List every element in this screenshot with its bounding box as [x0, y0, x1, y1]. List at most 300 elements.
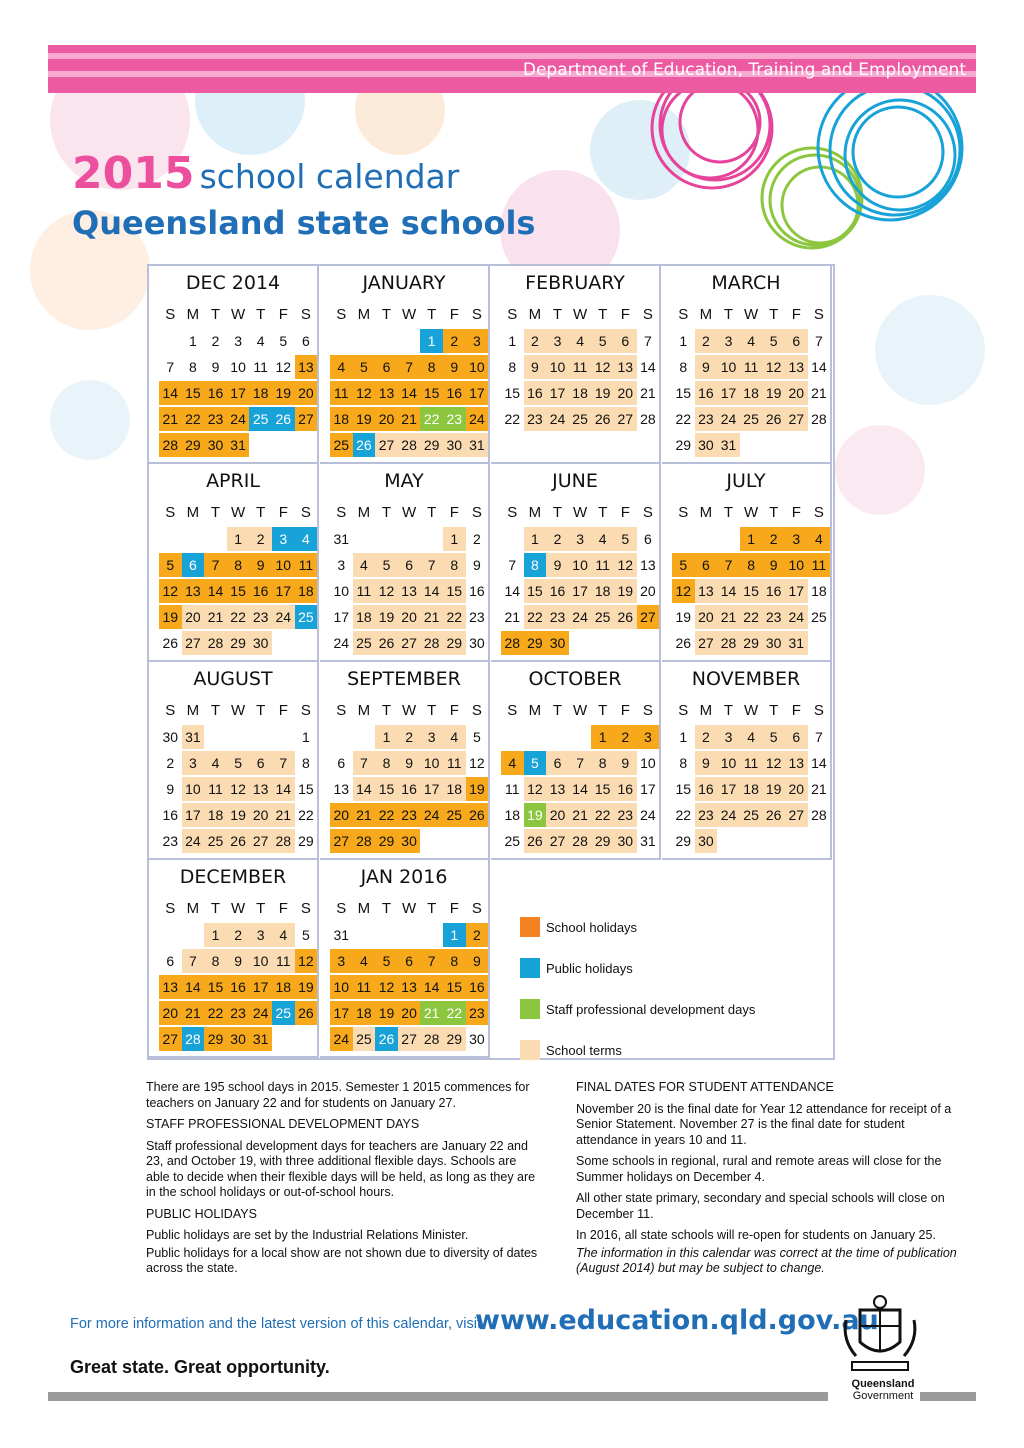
day-cell: 21 — [353, 803, 376, 827]
day-cell: 26 — [591, 407, 614, 431]
day-cell: 9 — [762, 553, 785, 577]
day-cell: 28 — [811, 807, 827, 823]
day-cell: 23 — [762, 605, 785, 629]
day-cell: 23 — [695, 803, 718, 827]
day-cell: 28 — [717, 631, 740, 655]
notes-left — [146, 1080, 541, 1283]
month-block — [320, 464, 490, 662]
day-cell: 11 — [740, 751, 763, 775]
day-cell: 14 — [159, 381, 182, 405]
day-cell: 25 — [353, 631, 376, 655]
day-cell: 17 — [249, 975, 272, 999]
staff-pd-note: Staff professional development days for teachers are January 22 and 23, and October 19, with three additional flexible days. Schools are able to decide when their flexible days will be held, as long as they are in the school holidays or out-of-school hours. — [146, 1138, 536, 1199]
weekday-header: S — [336, 504, 347, 521]
day-cell: 15 — [227, 579, 250, 603]
day-cell: 28 — [182, 1027, 205, 1051]
day-cell: 12 — [762, 751, 785, 775]
weekday-header: T — [256, 702, 266, 719]
day-cell: 1 — [375, 725, 398, 749]
day-cell: 27 — [785, 803, 808, 827]
day-cell: 19 — [466, 777, 489, 801]
legend-label: School terms — [546, 1043, 622, 1058]
weekday-header: S — [165, 702, 176, 719]
day-cell: 24 — [420, 803, 443, 827]
day-cell: 3 — [330, 949, 353, 973]
day-cell: 23 — [614, 803, 637, 827]
day-cell: 24 — [546, 407, 569, 431]
day-cell: 25 — [295, 605, 318, 629]
weekday-header: S — [300, 504, 311, 521]
day-cell: 27 — [637, 605, 660, 629]
day-cell: 17 — [333, 609, 350, 625]
month-block — [491, 266, 661, 464]
day-cell: 29 — [524, 631, 547, 655]
month-name: SEPTEMBER — [347, 668, 461, 690]
day-cell: 2 — [249, 527, 272, 551]
month-block — [320, 662, 490, 860]
day-cell: 8 — [679, 755, 688, 771]
day-cell: 8 — [508, 359, 517, 375]
day-cell: 4 — [808, 527, 831, 551]
day-cell: 26 — [675, 635, 692, 651]
day-cell: 20 — [398, 605, 421, 629]
day-cell: 28 — [420, 631, 443, 655]
weekday-header: W — [573, 702, 588, 719]
public-holidays-heading: PUBLIC HOLIDAYS — [146, 1206, 257, 1221]
weekday-header: S — [471, 306, 482, 323]
day-cell: 10 — [330, 975, 353, 999]
day-cell: 5 — [279, 333, 288, 349]
day-cell: 5 — [672, 553, 695, 577]
month-name: JULY — [726, 470, 766, 492]
day-cell: 14 — [569, 777, 592, 801]
day-cell: 22 — [182, 407, 205, 431]
day-cell: 1 — [591, 725, 614, 749]
day-cell: 8 — [375, 751, 398, 775]
weekday-header: F — [278, 306, 288, 323]
day-cell: 26 — [762, 407, 785, 431]
day-cell: 16 — [204, 381, 227, 405]
day-cell: 6 — [643, 531, 652, 547]
school-days-note: There are 195 school days in 2015. Semester 1 2015 commences for teachers on January 22 and for students on January 27. — [146, 1080, 530, 1110]
weekday-header: F — [278, 504, 288, 521]
day-cell: 15 — [443, 579, 466, 603]
day-cell: 10 — [785, 553, 808, 577]
day-cell: 4 — [353, 949, 376, 973]
day-cell: 19 — [524, 803, 547, 827]
day-cell: 11 — [443, 751, 466, 775]
weekday-header: T — [381, 900, 392, 917]
day-cell: 8 — [591, 751, 614, 775]
day-cell: 29 — [740, 631, 763, 655]
rural-close-note: Some schools in regional, rural and remote areas will close for the Summer holidays on December 4. — [576, 1154, 942, 1184]
day-cell: 15 — [524, 579, 547, 603]
day-cell: 4 — [569, 329, 592, 353]
day-cell: 27 — [330, 829, 353, 853]
day-cell: 26 — [614, 605, 637, 629]
day-cell: 20 — [398, 1001, 421, 1025]
staff-pd-heading: STAFF PROFESSIONAL DEVELOPMENT DAYS — [146, 1117, 420, 1131]
day-cell: 8 — [188, 359, 197, 375]
day-cell: 9 — [524, 355, 547, 379]
weekday-header: F — [449, 504, 459, 521]
day-cell: 2 — [443, 329, 466, 353]
day-cell: 29 — [591, 829, 614, 853]
day-cell: 30 — [249, 631, 272, 655]
day-cell: 22 — [675, 411, 692, 427]
day-cell: 1 — [443, 527, 466, 551]
day-cell: 21 — [159, 407, 182, 431]
day-cell: 26 — [524, 829, 547, 853]
day-cell: 2 — [546, 527, 569, 551]
month-name: MARCH — [711, 272, 781, 294]
day-cell: 21 — [717, 605, 740, 629]
weekday-header: S — [471, 504, 482, 521]
day-cell: 12 — [672, 579, 695, 603]
day-cell: 26 — [353, 433, 376, 457]
day-cell: 6 — [337, 755, 346, 771]
weekday-header: M — [699, 306, 713, 323]
weekday-header: M — [357, 900, 371, 917]
day-cell: 10 — [249, 949, 272, 973]
day-cell: 7 — [569, 751, 592, 775]
day-cell: 6 — [398, 949, 421, 973]
day-cell: 14 — [353, 777, 376, 801]
day-cell: 26 — [162, 635, 179, 651]
month-block — [320, 266, 490, 464]
day-cell: 3 — [717, 329, 740, 353]
weekday-header: F — [620, 306, 630, 323]
day-cell: 11 — [272, 949, 295, 973]
day-cell: 23 — [469, 609, 485, 625]
weekday-header: S — [165, 306, 176, 323]
day-cell: 27 — [785, 407, 808, 431]
month-name: MAY — [384, 470, 424, 492]
day-cell: 25 — [272, 1001, 295, 1025]
day-cell: 24 — [182, 829, 205, 853]
day-cell: 10 — [569, 553, 592, 577]
day-cell: 16 — [398, 777, 421, 801]
day-cell: 3 — [546, 329, 569, 353]
day-cell: 7 — [643, 333, 652, 349]
day-cell: 21 — [811, 781, 827, 797]
day-cell: 28 — [569, 829, 592, 853]
day-cell: 4 — [204, 751, 227, 775]
day-cell: 16 — [162, 807, 179, 823]
weekday-header: T — [427, 306, 437, 323]
day-cell: 31 — [333, 927, 350, 943]
day-cell: 30 — [695, 433, 718, 457]
month-block — [662, 266, 832, 464]
day-cell: 4 — [591, 527, 614, 551]
day-cell: 17 — [182, 803, 205, 827]
day-cell: 19 — [272, 381, 295, 405]
day-cell: 29 — [675, 833, 692, 849]
weekday-header: M — [528, 306, 542, 323]
day-cell: 14 — [811, 359, 827, 375]
day-cell: 31 — [785, 631, 808, 655]
day-cell: 10 — [333, 583, 350, 599]
local-show-note: Public holidays for a local show are not shown due to diversity of dates across the state. — [146, 1245, 538, 1275]
day-cell: 4 — [740, 329, 763, 353]
day-cell: 20 — [695, 605, 718, 629]
day-cell: 8 — [420, 355, 443, 379]
day-cell: 3 — [337, 557, 346, 573]
day-cell: 25 — [443, 803, 466, 827]
day-cell: 13 — [640, 557, 656, 573]
legend-swatch — [520, 1040, 540, 1060]
day-cell: 2 — [398, 725, 421, 749]
day-cell: 22 — [591, 803, 614, 827]
day-cell: 6 — [546, 751, 569, 775]
day-cell: 18 — [740, 777, 763, 801]
day-cell: 16 — [227, 975, 250, 999]
month-block — [320, 860, 490, 1058]
day-cell: 4 — [256, 333, 265, 349]
day-cell: 15 — [504, 385, 521, 401]
website-link[interactable]: www.education.qld.gov.au — [475, 1305, 879, 1336]
day-cell: 3 — [182, 751, 205, 775]
day-cell: 12 — [762, 355, 785, 379]
day-cell: 29 — [204, 1027, 227, 1051]
day-cell: 6 — [398, 553, 421, 577]
day-cell: 6 — [614, 329, 637, 353]
day-cell: 16 — [762, 579, 785, 603]
weekday-header: S — [678, 306, 689, 323]
day-cell: 3 — [637, 725, 660, 749]
day-cell: 22 — [740, 605, 763, 629]
day-cell: 23 — [546, 605, 569, 629]
day-cell: 10 — [230, 359, 246, 375]
day-cell: 28 — [640, 411, 656, 427]
day-cell: 14 — [420, 579, 443, 603]
day-cell: 17 — [546, 381, 569, 405]
day-cell: 4 — [353, 553, 376, 577]
day-cell: 15 — [420, 381, 443, 405]
day-cell: 21 — [182, 1001, 205, 1025]
day-cell: 1 — [679, 333, 688, 349]
day-cell: 31 — [227, 433, 250, 457]
day-cell: 19 — [762, 777, 785, 801]
day-cell: 3 — [249, 923, 272, 947]
day-cell: 9 — [398, 751, 421, 775]
weekday-header: S — [471, 702, 482, 719]
day-cell: 13 — [546, 777, 569, 801]
weekday-header: W — [231, 900, 246, 917]
day-cell: 11 — [330, 381, 353, 405]
final-dates-heading: FINAL DATES FOR STUDENT ATTENDANCE — [576, 1080, 834, 1094]
reopen-note: In 2016, all state schools will re-open for students on January 25. — [576, 1228, 936, 1242]
day-cell: 10 — [272, 553, 295, 577]
day-cell: 24 — [569, 605, 592, 629]
day-cell: 21 — [811, 385, 827, 401]
weekday-header: T — [552, 702, 563, 719]
weekday-header: W — [402, 702, 417, 719]
day-cell: 8 — [679, 359, 688, 375]
day-cell: 8 — [301, 755, 310, 771]
day-cell: 24 — [272, 605, 295, 629]
day-cell: 23 — [204, 407, 227, 431]
weekday-header: W — [402, 306, 417, 323]
day-cell: 5 — [762, 329, 785, 353]
day-cell: 27 — [546, 829, 569, 853]
day-cell: 25 — [591, 605, 614, 629]
day-cell: 27 — [182, 631, 205, 655]
day-cell: 19 — [675, 609, 692, 625]
day-cell: 6 — [182, 553, 205, 577]
weekday-header: M — [357, 504, 371, 521]
day-cell: 16 — [466, 975, 489, 999]
day-cell: 15 — [591, 777, 614, 801]
day-cell: 6 — [785, 329, 808, 353]
day-cell: 26 — [227, 829, 250, 853]
day-cell: 4 — [330, 355, 353, 379]
day-cell: 7 — [814, 729, 823, 745]
weekday-header: S — [507, 702, 518, 719]
day-cell: 26 — [375, 631, 398, 655]
weekday-header: F — [620, 702, 630, 719]
day-cell: 1 — [204, 923, 227, 947]
legend-swatch — [520, 917, 540, 937]
day-cell: 19 — [591, 381, 614, 405]
day-cell: 4 — [501, 751, 524, 775]
day-cell: 13 — [295, 355, 318, 379]
other-close-note: All other state primary, secondary and special schools will close on December 11. — [576, 1191, 945, 1221]
day-cell: 11 — [353, 579, 376, 603]
day-cell: 8 — [740, 553, 763, 577]
month-block — [662, 464, 832, 662]
day-cell: 24 — [717, 803, 740, 827]
day-cell: 7 — [204, 553, 227, 577]
month-name: JAN 2016 — [360, 866, 448, 888]
day-cell: 29 — [420, 433, 443, 457]
day-cell: 2 — [472, 531, 481, 547]
day-cell: 8 — [227, 553, 250, 577]
month-name: DEC 2014 — [185, 272, 281, 294]
weekday-header: M — [186, 900, 200, 917]
weekday-header: T — [552, 504, 563, 521]
day-cell: 30 — [398, 829, 421, 853]
day-cell: 28 — [811, 411, 827, 427]
day-cell: 20 — [640, 583, 656, 599]
day-cell: 10 — [546, 355, 569, 379]
day-cell: 13 — [375, 381, 398, 405]
day-cell: 24 — [333, 635, 350, 651]
day-cell: 11 — [353, 975, 376, 999]
day-cell: 18 — [204, 803, 227, 827]
day-cell: 22 — [298, 807, 314, 823]
month-name: APRIL — [206, 470, 260, 492]
weekday-header: S — [165, 900, 176, 917]
day-cell: 1 — [524, 527, 547, 551]
day-cell: 5 — [614, 527, 637, 551]
day-cell: 20 — [785, 381, 808, 405]
weekday-header: T — [381, 504, 392, 521]
day-cell: 15 — [375, 777, 398, 801]
day-cell: 2 — [524, 329, 547, 353]
day-cell: 25 — [330, 433, 353, 457]
day-cell: 23 — [695, 407, 718, 431]
day-cell: 7 — [272, 751, 295, 775]
day-cell: 9 — [166, 781, 175, 797]
day-cell: 3 — [466, 329, 489, 353]
weekday-header: T — [598, 306, 608, 323]
day-cell: 13 — [333, 781, 350, 797]
day-cell: 23 — [466, 1001, 489, 1025]
day-cell: 23 — [162, 833, 179, 849]
day-cell: 25 — [504, 833, 521, 849]
day-cell: 22 — [443, 605, 466, 629]
day-cell: 24 — [640, 807, 656, 823]
day-cell: 17 — [330, 1001, 353, 1025]
day-cell: 27 — [398, 631, 421, 655]
day-cell: 5 — [375, 553, 398, 577]
day-cell: 11 — [204, 777, 227, 801]
day-cell: 13 — [159, 975, 182, 999]
day-cell: 14 — [717, 579, 740, 603]
day-cell: 7 — [398, 355, 421, 379]
day-cell: 19 — [762, 381, 785, 405]
day-cell: 24 — [330, 1027, 353, 1051]
month-block — [149, 266, 319, 464]
weekday-header: T — [427, 504, 437, 521]
day-cell: 9 — [227, 949, 250, 973]
footer-bar — [48, 1392, 828, 1401]
day-cell: 19 — [614, 579, 637, 603]
day-cell: 9 — [443, 355, 466, 379]
day-cell: 28 — [353, 829, 376, 853]
day-cell: 21 — [640, 385, 656, 401]
month-name: AUGUST — [193, 668, 273, 690]
day-cell: 11 — [295, 553, 318, 577]
public-holidays-note: Public holidays are set by the Industrial Relations Minister. — [146, 1228, 469, 1242]
day-cell: 1 — [227, 527, 250, 551]
weekday-header: W — [573, 306, 588, 323]
weekday-header: S — [813, 504, 824, 521]
day-cell: 19 — [159, 605, 182, 629]
day-cell: 18 — [353, 605, 376, 629]
weekday-header: W — [744, 702, 759, 719]
day-cell: 19 — [353, 407, 376, 431]
weekday-header: T — [769, 306, 779, 323]
day-cell: 12 — [353, 381, 376, 405]
day-cell: 11 — [591, 553, 614, 577]
day-cell: 6 — [785, 725, 808, 749]
day-cell: 9 — [695, 355, 718, 379]
day-cell: 12 — [159, 579, 182, 603]
day-cell: 30 — [546, 631, 569, 655]
day-cell: 13 — [182, 579, 205, 603]
day-cell: 9 — [466, 949, 489, 973]
day-cell: 13 — [398, 975, 421, 999]
day-cell: 6 — [249, 751, 272, 775]
day-cell: 16 — [546, 579, 569, 603]
day-cell: 17 — [785, 579, 808, 603]
weekday-header: T — [552, 306, 563, 323]
weekday-header: W — [402, 504, 417, 521]
day-cell: 8 — [443, 949, 466, 973]
day-cell: 16 — [695, 777, 718, 801]
day-cell: 17 — [640, 781, 656, 797]
day-cell: 14 — [504, 583, 521, 599]
day-cell: 20 — [375, 407, 398, 431]
day-cell: 21 — [569, 803, 592, 827]
weekday-header: S — [336, 306, 347, 323]
day-cell: 1 — [740, 527, 763, 551]
day-cell: 19 — [375, 1001, 398, 1025]
day-cell: 28 — [159, 433, 182, 457]
day-cell: 12 — [375, 975, 398, 999]
